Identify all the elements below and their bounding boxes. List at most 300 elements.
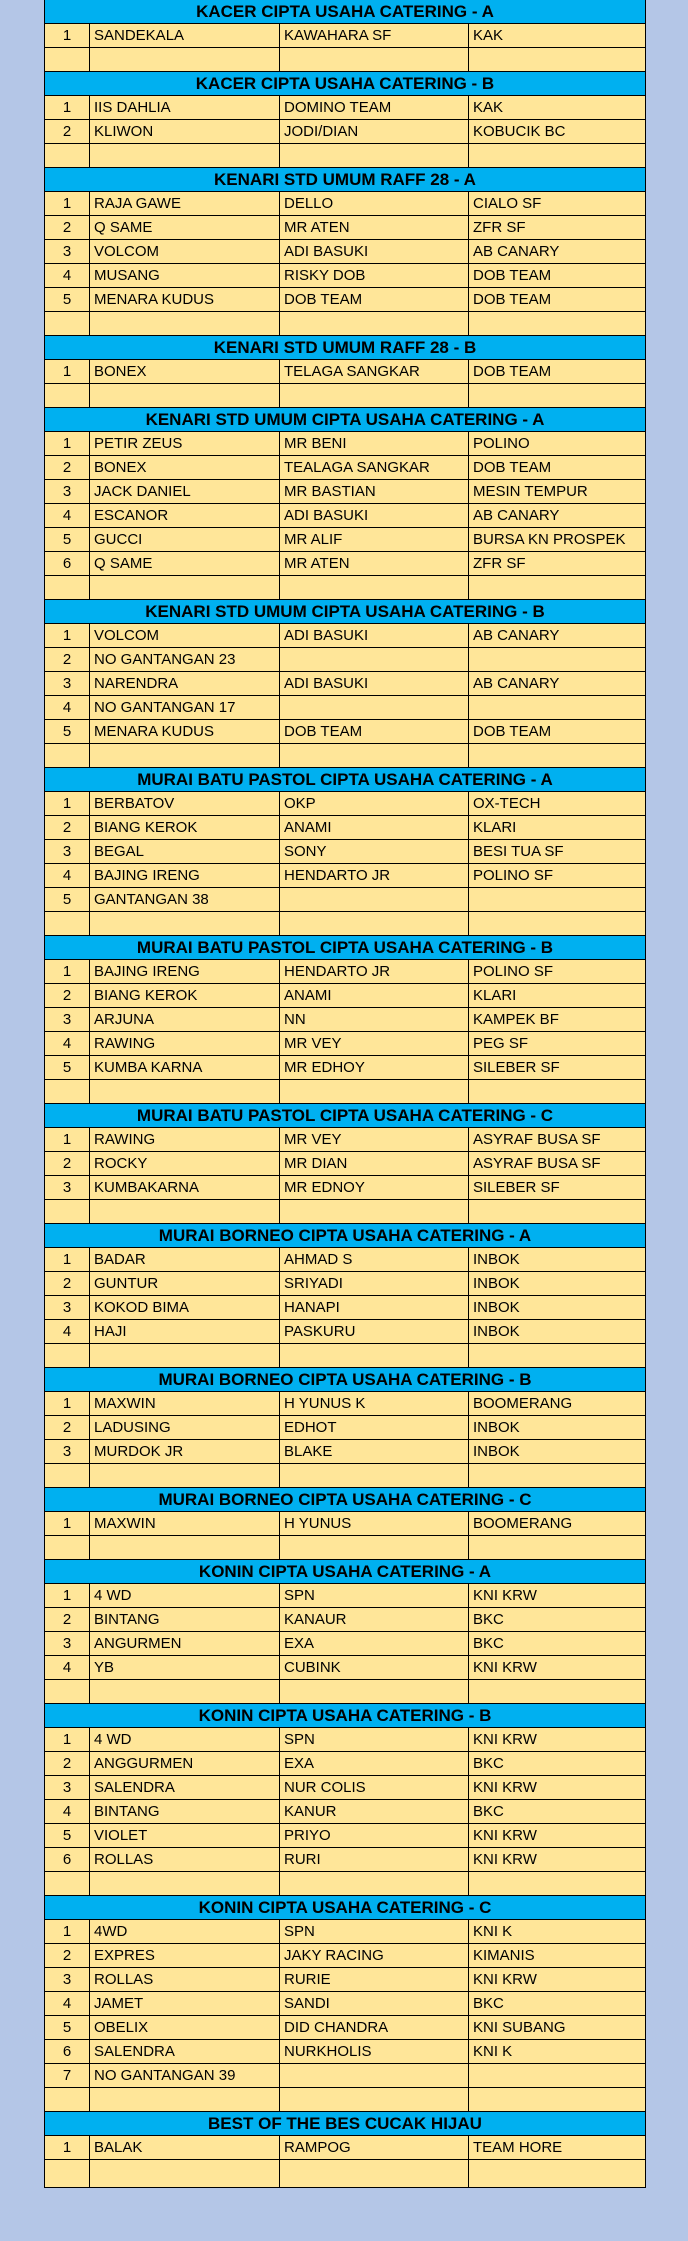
- empty-cell: [90, 2160, 280, 2187]
- rank-cell: 4: [45, 696, 90, 719]
- table-row: [45, 24, 645, 48]
- empty-cell: [45, 1200, 90, 1223]
- team-cell: [469, 2064, 645, 2087]
- empty-cell: [280, 912, 469, 935]
- team-cell: AB CANARY: [473, 627, 560, 644]
- rank-cell: 5: [45, 2016, 90, 2039]
- table-row: [45, 1416, 645, 1440]
- bird-name-cell: BIANG KEROK: [90, 984, 280, 1007]
- section-header: BEST OF THE BES CUCAK HIJAU: [45, 2112, 645, 2136]
- owner-cell: [280, 888, 469, 911]
- team-cell: DOB TEAM: [473, 363, 552, 380]
- table-row: [45, 1032, 645, 1056]
- bird-name-cell: BADAR: [90, 1248, 280, 1271]
- empty-cell: [280, 2088, 469, 2111]
- table-row: [45, 2064, 645, 2088]
- team-cell: POLINO SF: [473, 867, 554, 884]
- rank-cell: 6: [45, 552, 90, 575]
- rank-cell: 7: [45, 2064, 90, 2087]
- owner-cell: DOB TEAM: [280, 720, 469, 743]
- bird-name-cell: SALENDRA: [90, 2040, 280, 2063]
- owner-cell: [280, 648, 469, 671]
- owner-cell: PASKURU: [280, 1320, 469, 1343]
- rank-cell: 2: [45, 1752, 90, 1775]
- bird-name-cell: MAXWIN: [90, 1512, 280, 1535]
- table-row: [45, 1800, 645, 1824]
- rank-cell: 1: [45, 624, 90, 647]
- table-row: [45, 1632, 645, 1656]
- empty-cell: [280, 744, 469, 767]
- empty-cell: [469, 576, 645, 599]
- empty-cell: [469, 2160, 645, 2187]
- rank-cell: 4: [45, 1992, 90, 2015]
- empty-row: [45, 48, 645, 72]
- rank-cell: 4: [45, 864, 90, 887]
- team-cell: BKC: [473, 1803, 504, 1820]
- rank-cell: 3: [45, 672, 90, 695]
- rank-cell: 2: [45, 216, 90, 239]
- owner-cell: OKP: [280, 792, 469, 815]
- owner-cell: MR VEY: [280, 1032, 469, 1055]
- team-cell: INBOK: [473, 1443, 520, 1460]
- bird-name-cell: GUNTUR: [90, 1272, 280, 1295]
- rank-cell: 5: [45, 528, 90, 551]
- table-row: [45, 456, 645, 480]
- owner-cell: TELAGA SANGKAR: [280, 360, 469, 383]
- team-cell: BOOMERANG: [473, 1515, 573, 1532]
- table-row: [45, 1824, 645, 1848]
- owner-cell: EXA: [280, 1632, 469, 1655]
- table-row: [45, 720, 645, 744]
- table-row: [45, 1992, 645, 2016]
- team-cell: KLARI: [473, 987, 517, 1004]
- table-row: [45, 120, 645, 144]
- owner-cell: MR ATEN: [280, 216, 469, 239]
- empty-cell: [469, 1200, 645, 1223]
- team-cell: INBOK: [473, 1323, 520, 1340]
- section-header: MURAI BATU PASTOL CIPTA USAHA CATERING - C: [45, 1104, 645, 1128]
- empty-cell: [90, 744, 280, 767]
- owner-cell: RAMPOG: [280, 2136, 469, 2159]
- owner-cell: RISKY DOB: [280, 264, 469, 287]
- empty-cell: [45, 2160, 90, 2187]
- owner-cell: JAKY RACING: [280, 1944, 469, 1967]
- empty-row: [45, 312, 645, 336]
- table-row: [45, 1056, 645, 1080]
- table-row: [45, 216, 645, 240]
- owner-cell: MR BASTIAN: [280, 480, 469, 503]
- rank-cell: 3: [45, 1632, 90, 1655]
- team-cell: KNI KRW: [473, 1827, 537, 1844]
- section-header: KONIN CIPTA USAHA CATERING - B: [45, 1704, 645, 1728]
- table-row: [45, 816, 645, 840]
- team-cell: DOB TEAM: [473, 291, 552, 308]
- empty-cell: [469, 1680, 645, 1703]
- rank-cell: 3: [45, 1776, 90, 1799]
- empty-cell: [90, 912, 280, 935]
- table-row: [45, 864, 645, 888]
- table-row: [45, 984, 645, 1008]
- bird-name-cell: KOKOD BIMA: [90, 1296, 280, 1319]
- owner-cell: SRIYADI: [280, 1272, 469, 1295]
- bird-name-cell: GANTANGAN 38: [90, 888, 280, 911]
- empty-cell: [45, 1872, 90, 1895]
- rank-cell: 3: [45, 1440, 90, 1463]
- bird-name-cell: RAWING: [90, 1128, 280, 1151]
- owner-cell: ADI BASUKI: [280, 624, 469, 647]
- team-cell: BKC: [473, 1755, 504, 1772]
- empty-row: [45, 384, 645, 408]
- bird-name-cell: VIOLET: [90, 1824, 280, 1847]
- table-row: [45, 1752, 645, 1776]
- table-row: [45, 1512, 645, 1536]
- team-cell: KNI KRW: [473, 1779, 537, 1796]
- rank-cell: 5: [45, 288, 90, 311]
- bird-name-cell: Q SAME: [90, 552, 280, 575]
- owner-cell: RURIE: [280, 1968, 469, 1991]
- owner-cell: [280, 2064, 469, 2087]
- rank-cell: 3: [45, 240, 90, 263]
- empty-row: [45, 2088, 645, 2112]
- table-row: [45, 840, 645, 864]
- bird-name-cell: YB: [90, 1656, 280, 1679]
- empty-cell: [90, 2088, 280, 2111]
- owner-cell: H YUNUS K: [280, 1392, 469, 1415]
- rank-cell: 1: [45, 432, 90, 455]
- table-row: [45, 1728, 645, 1752]
- table-row: [45, 888, 645, 912]
- team-cell: PEG SF: [473, 1035, 529, 1052]
- rank-cell: 1: [45, 24, 90, 47]
- owner-cell: JODI/DIAN: [280, 120, 469, 143]
- table-row: [45, 1008, 645, 1032]
- bird-name-cell: ROCKY: [90, 1152, 280, 1175]
- empty-cell: [90, 576, 280, 599]
- empty-cell: [45, 912, 90, 935]
- empty-cell: [90, 1464, 280, 1487]
- team-cell: BURSA KN PROSPEK: [473, 531, 626, 548]
- owner-cell: MR EDHOY: [280, 1056, 469, 1079]
- rank-cell: 2: [45, 1272, 90, 1295]
- rank-cell: 1: [45, 360, 90, 383]
- bird-name-cell: IIS DAHLIA: [90, 96, 280, 119]
- bird-name-cell: BAJING IRENG: [90, 864, 280, 887]
- rank-cell: 1: [45, 960, 90, 983]
- team-cell: KNI KRW: [473, 1851, 537, 1868]
- team-cell: SILEBER SF: [473, 1059, 560, 1076]
- bird-name-cell: BIANG KEROK: [90, 816, 280, 839]
- table-row: [45, 1176, 645, 1200]
- team-cell: POLINO: [473, 435, 530, 452]
- owner-cell: DOMINO TEAM: [280, 96, 469, 119]
- owner-cell: RURI: [280, 1848, 469, 1871]
- bird-name-cell: EXPRES: [90, 1944, 280, 1967]
- table-row: [45, 1128, 645, 1152]
- table-row: [45, 672, 645, 696]
- empty-cell: [469, 48, 645, 71]
- bird-name-cell: NARENDRA: [90, 672, 280, 695]
- team-cell: KNI KRW: [473, 1659, 537, 1676]
- rank-cell: 5: [45, 1056, 90, 1079]
- bird-name-cell: 4WD: [90, 1920, 280, 1943]
- rank-cell: 4: [45, 1656, 90, 1679]
- team-cell: TEAM HORE: [473, 2139, 563, 2156]
- table-row: [45, 1584, 645, 1608]
- rank-cell: 2: [45, 1944, 90, 1967]
- owner-cell: MR ATEN: [280, 552, 469, 575]
- bird-name-cell: HAJI: [90, 1320, 280, 1343]
- owner-cell: HANAPI: [280, 1296, 469, 1319]
- empty-cell: [469, 1344, 645, 1367]
- rank-cell: 2: [45, 816, 90, 839]
- owner-cell: SPN: [280, 1584, 469, 1607]
- team-cell: POLINO SF: [473, 963, 554, 980]
- bird-name-cell: NO GANTANGAN 39: [90, 2064, 280, 2087]
- table-row: [45, 1320, 645, 1344]
- empty-cell: [280, 1080, 469, 1103]
- team-cell: KNI SUBANG: [473, 2019, 566, 2036]
- table-row: [45, 1440, 645, 1464]
- bird-name-cell: GUCCI: [90, 528, 280, 551]
- bird-name-cell: LADUSING: [90, 1416, 280, 1439]
- table-row: [45, 360, 645, 384]
- team-cell: KAMPEK BF: [473, 1011, 559, 1028]
- empty-cell: [280, 1536, 469, 1559]
- team-cell: CIALO SF: [473, 195, 542, 212]
- bird-name-cell: PETIR ZEUS: [90, 432, 280, 455]
- section-header: KONIN CIPTA USAHA CATERING - C: [45, 1896, 645, 1920]
- bird-name-cell: KUMBAKARNA: [90, 1176, 280, 1199]
- table-row: [45, 528, 645, 552]
- empty-cell: [469, 384, 645, 407]
- bird-name-cell: MENARA KUDUS: [90, 288, 280, 311]
- team-cell: ZFR SF: [473, 219, 526, 236]
- table-row: [45, 1608, 645, 1632]
- empty-cell: [45, 2088, 90, 2111]
- team-cell: INBOK: [473, 1419, 520, 1436]
- empty-cell: [280, 576, 469, 599]
- bird-name-cell: ANGURMEN: [90, 1632, 280, 1655]
- team-cell: SILEBER SF: [473, 1179, 560, 1196]
- team-cell: KNI K: [473, 2043, 513, 2060]
- owner-cell: TEALAGA SANGKAR: [280, 456, 469, 479]
- empty-cell: [45, 48, 90, 71]
- empty-cell: [469, 744, 645, 767]
- empty-cell: [90, 1536, 280, 1559]
- bird-name-cell: Q SAME: [90, 216, 280, 239]
- owner-cell: NURKHOLIS: [280, 2040, 469, 2063]
- bird-name-cell: OBELIX: [90, 2016, 280, 2039]
- rank-cell: 5: [45, 888, 90, 911]
- empty-cell: [90, 1200, 280, 1223]
- owner-cell: MR DIAN: [280, 1152, 469, 1175]
- owner-cell: ADI BASUKI: [280, 240, 469, 263]
- bird-name-cell: KLIWON: [90, 120, 280, 143]
- owner-cell: CUBINK: [280, 1656, 469, 1679]
- rank-cell: 3: [45, 1296, 90, 1319]
- rank-cell: 2: [45, 1152, 90, 1175]
- section-header: MURAI BORNEO CIPTA USAHA CATERING - C: [45, 1488, 645, 1512]
- bird-name-cell: JACK DANIEL: [90, 480, 280, 503]
- bird-name-cell: NO GANTANGAN 17: [90, 696, 280, 719]
- team-cell: [469, 648, 645, 671]
- empty-cell: [280, 1680, 469, 1703]
- team-cell: KAK: [473, 27, 504, 44]
- bird-name-cell: JAMET: [90, 1992, 280, 2015]
- team-cell: BKC: [473, 1995, 504, 2012]
- rank-cell: 1: [45, 1128, 90, 1151]
- rank-cell: 4: [45, 1800, 90, 1823]
- owner-cell: HENDARTO JR: [280, 864, 469, 887]
- rank-cell: 1: [45, 1248, 90, 1271]
- empty-row: [45, 576, 645, 600]
- empty-cell: [280, 48, 469, 71]
- table-row: [45, 480, 645, 504]
- team-cell: KLARI: [473, 819, 517, 836]
- table-row: [45, 1248, 645, 1272]
- table-row: [45, 960, 645, 984]
- bird-name-cell: SALENDRA: [90, 1776, 280, 1799]
- rank-cell: 4: [45, 504, 90, 527]
- rank-cell: 1: [45, 96, 90, 119]
- owner-cell: NN: [280, 1008, 469, 1031]
- table-row: [45, 1776, 645, 1800]
- table-row: [45, 432, 645, 456]
- owner-cell: EXA: [280, 1752, 469, 1775]
- table-row: [45, 1848, 645, 1872]
- rank-cell: 4: [45, 1032, 90, 1055]
- section-header: MURAI BATU PASTOL CIPTA USAHA CATERING - B: [45, 936, 645, 960]
- rank-cell: 1: [45, 1920, 90, 1943]
- bird-name-cell: MURDOK JR: [90, 1440, 280, 1463]
- bird-name-cell: BONEX: [90, 360, 280, 383]
- team-cell: AB CANARY: [473, 675, 560, 692]
- empty-cell: [90, 1872, 280, 1895]
- empty-cell: [280, 2160, 469, 2187]
- empty-cell: [90, 384, 280, 407]
- empty-cell: [45, 1680, 90, 1703]
- team-cell: INBOK: [473, 1275, 520, 1292]
- table-row: [45, 192, 645, 216]
- team-cell: [469, 888, 645, 911]
- rank-cell: 2: [45, 456, 90, 479]
- owner-cell: DELLO: [280, 192, 469, 215]
- team-cell: INBOK: [473, 1251, 520, 1268]
- team-cell: ZFR SF: [473, 555, 526, 572]
- bird-name-cell: MENARA KUDUS: [90, 720, 280, 743]
- section-header: KENARI STD UMUM CIPTA USAHA CATERING - B: [45, 600, 645, 624]
- empty-cell: [280, 312, 469, 335]
- rank-cell: 2: [45, 648, 90, 671]
- owner-cell: SANDI: [280, 1992, 469, 2015]
- table-row: [45, 696, 645, 720]
- rank-cell: 5: [45, 1824, 90, 1847]
- owner-cell: KANUR: [280, 1800, 469, 1823]
- owner-cell: HENDARTO JR: [280, 960, 469, 983]
- owner-cell: [280, 696, 469, 719]
- bird-name-cell: VOLCOM: [90, 624, 280, 647]
- rank-cell: 2: [45, 984, 90, 1007]
- section-header: KACER CIPTA USAHA CATERING - A: [45, 0, 645, 24]
- bird-name-cell: BERBATOV: [90, 792, 280, 815]
- rank-cell: 2: [45, 120, 90, 143]
- empty-cell: [45, 312, 90, 335]
- rank-cell: 1: [45, 1512, 90, 1535]
- table-row: [45, 2040, 645, 2064]
- table-row: [45, 648, 645, 672]
- empty-cell: [90, 144, 280, 167]
- owner-cell: SONY: [280, 840, 469, 863]
- section-header: KACER CIPTA USAHA CATERING - B: [45, 72, 645, 96]
- bird-name-cell: MAXWIN: [90, 1392, 280, 1415]
- bird-name-cell: 4 WD: [90, 1584, 280, 1607]
- team-cell: BKC: [473, 1635, 504, 1652]
- empty-row: [45, 1464, 645, 1488]
- empty-cell: [90, 1344, 280, 1367]
- section-header: KENARI STD UMUM RAFF 28 - B: [45, 336, 645, 360]
- empty-cell: [90, 48, 280, 71]
- bird-name-cell: ROLLAS: [90, 1848, 280, 1871]
- bird-name-cell: VOLCOM: [90, 240, 280, 263]
- empty-cell: [469, 144, 645, 167]
- empty-cell: [90, 1080, 280, 1103]
- owner-cell: H YUNUS: [280, 1512, 469, 1535]
- empty-row: [45, 144, 645, 168]
- team-cell: KAK: [473, 99, 504, 116]
- section-header: KONIN CIPTA USAHA CATERING - A: [45, 1560, 645, 1584]
- owner-cell: ADI BASUKI: [280, 672, 469, 695]
- rank-cell: 3: [45, 1008, 90, 1031]
- rank-cell: 1: [45, 1392, 90, 1415]
- empty-cell: [45, 1464, 90, 1487]
- rank-cell: 3: [45, 1968, 90, 1991]
- bird-name-cell: BONEX: [90, 456, 280, 479]
- empty-cell: [469, 1080, 645, 1103]
- empty-cell: [45, 384, 90, 407]
- rank-cell: 3: [45, 1176, 90, 1199]
- empty-cell: [280, 1872, 469, 1895]
- empty-row: [45, 1200, 645, 1224]
- table-row: [45, 288, 645, 312]
- bird-name-cell: KUMBA KARNA: [90, 1056, 280, 1079]
- empty-cell: [469, 1536, 645, 1559]
- owner-cell: MR VEY: [280, 1128, 469, 1151]
- empty-row: [45, 1536, 645, 1560]
- bird-name-cell: SANDEKALA: [90, 24, 280, 47]
- table-row: [45, 240, 645, 264]
- bird-name-cell: 4 WD: [90, 1728, 280, 1751]
- empty-row: [45, 1344, 645, 1368]
- bird-name-cell: BEGAL: [90, 840, 280, 863]
- owner-cell: SPN: [280, 1920, 469, 1943]
- bird-name-cell: BALAK: [90, 2136, 280, 2159]
- empty-cell: [469, 912, 645, 935]
- team-cell: DOB TEAM: [473, 723, 552, 740]
- table-row: [45, 624, 645, 648]
- owner-cell: ADI BASUKI: [280, 504, 469, 527]
- empty-cell: [280, 1464, 469, 1487]
- team-cell: KNI KRW: [473, 1971, 537, 1988]
- empty-cell: [45, 1080, 90, 1103]
- empty-cell: [90, 312, 280, 335]
- bird-name-cell: RAJA GAWE: [90, 192, 280, 215]
- empty-cell: [45, 576, 90, 599]
- rank-cell: 4: [45, 1320, 90, 1343]
- owner-cell: ANAMI: [280, 984, 469, 1007]
- empty-row: [45, 1680, 645, 1704]
- team-cell: BOOMERANG: [473, 1395, 573, 1412]
- team-cell: KNI K: [473, 1923, 513, 1940]
